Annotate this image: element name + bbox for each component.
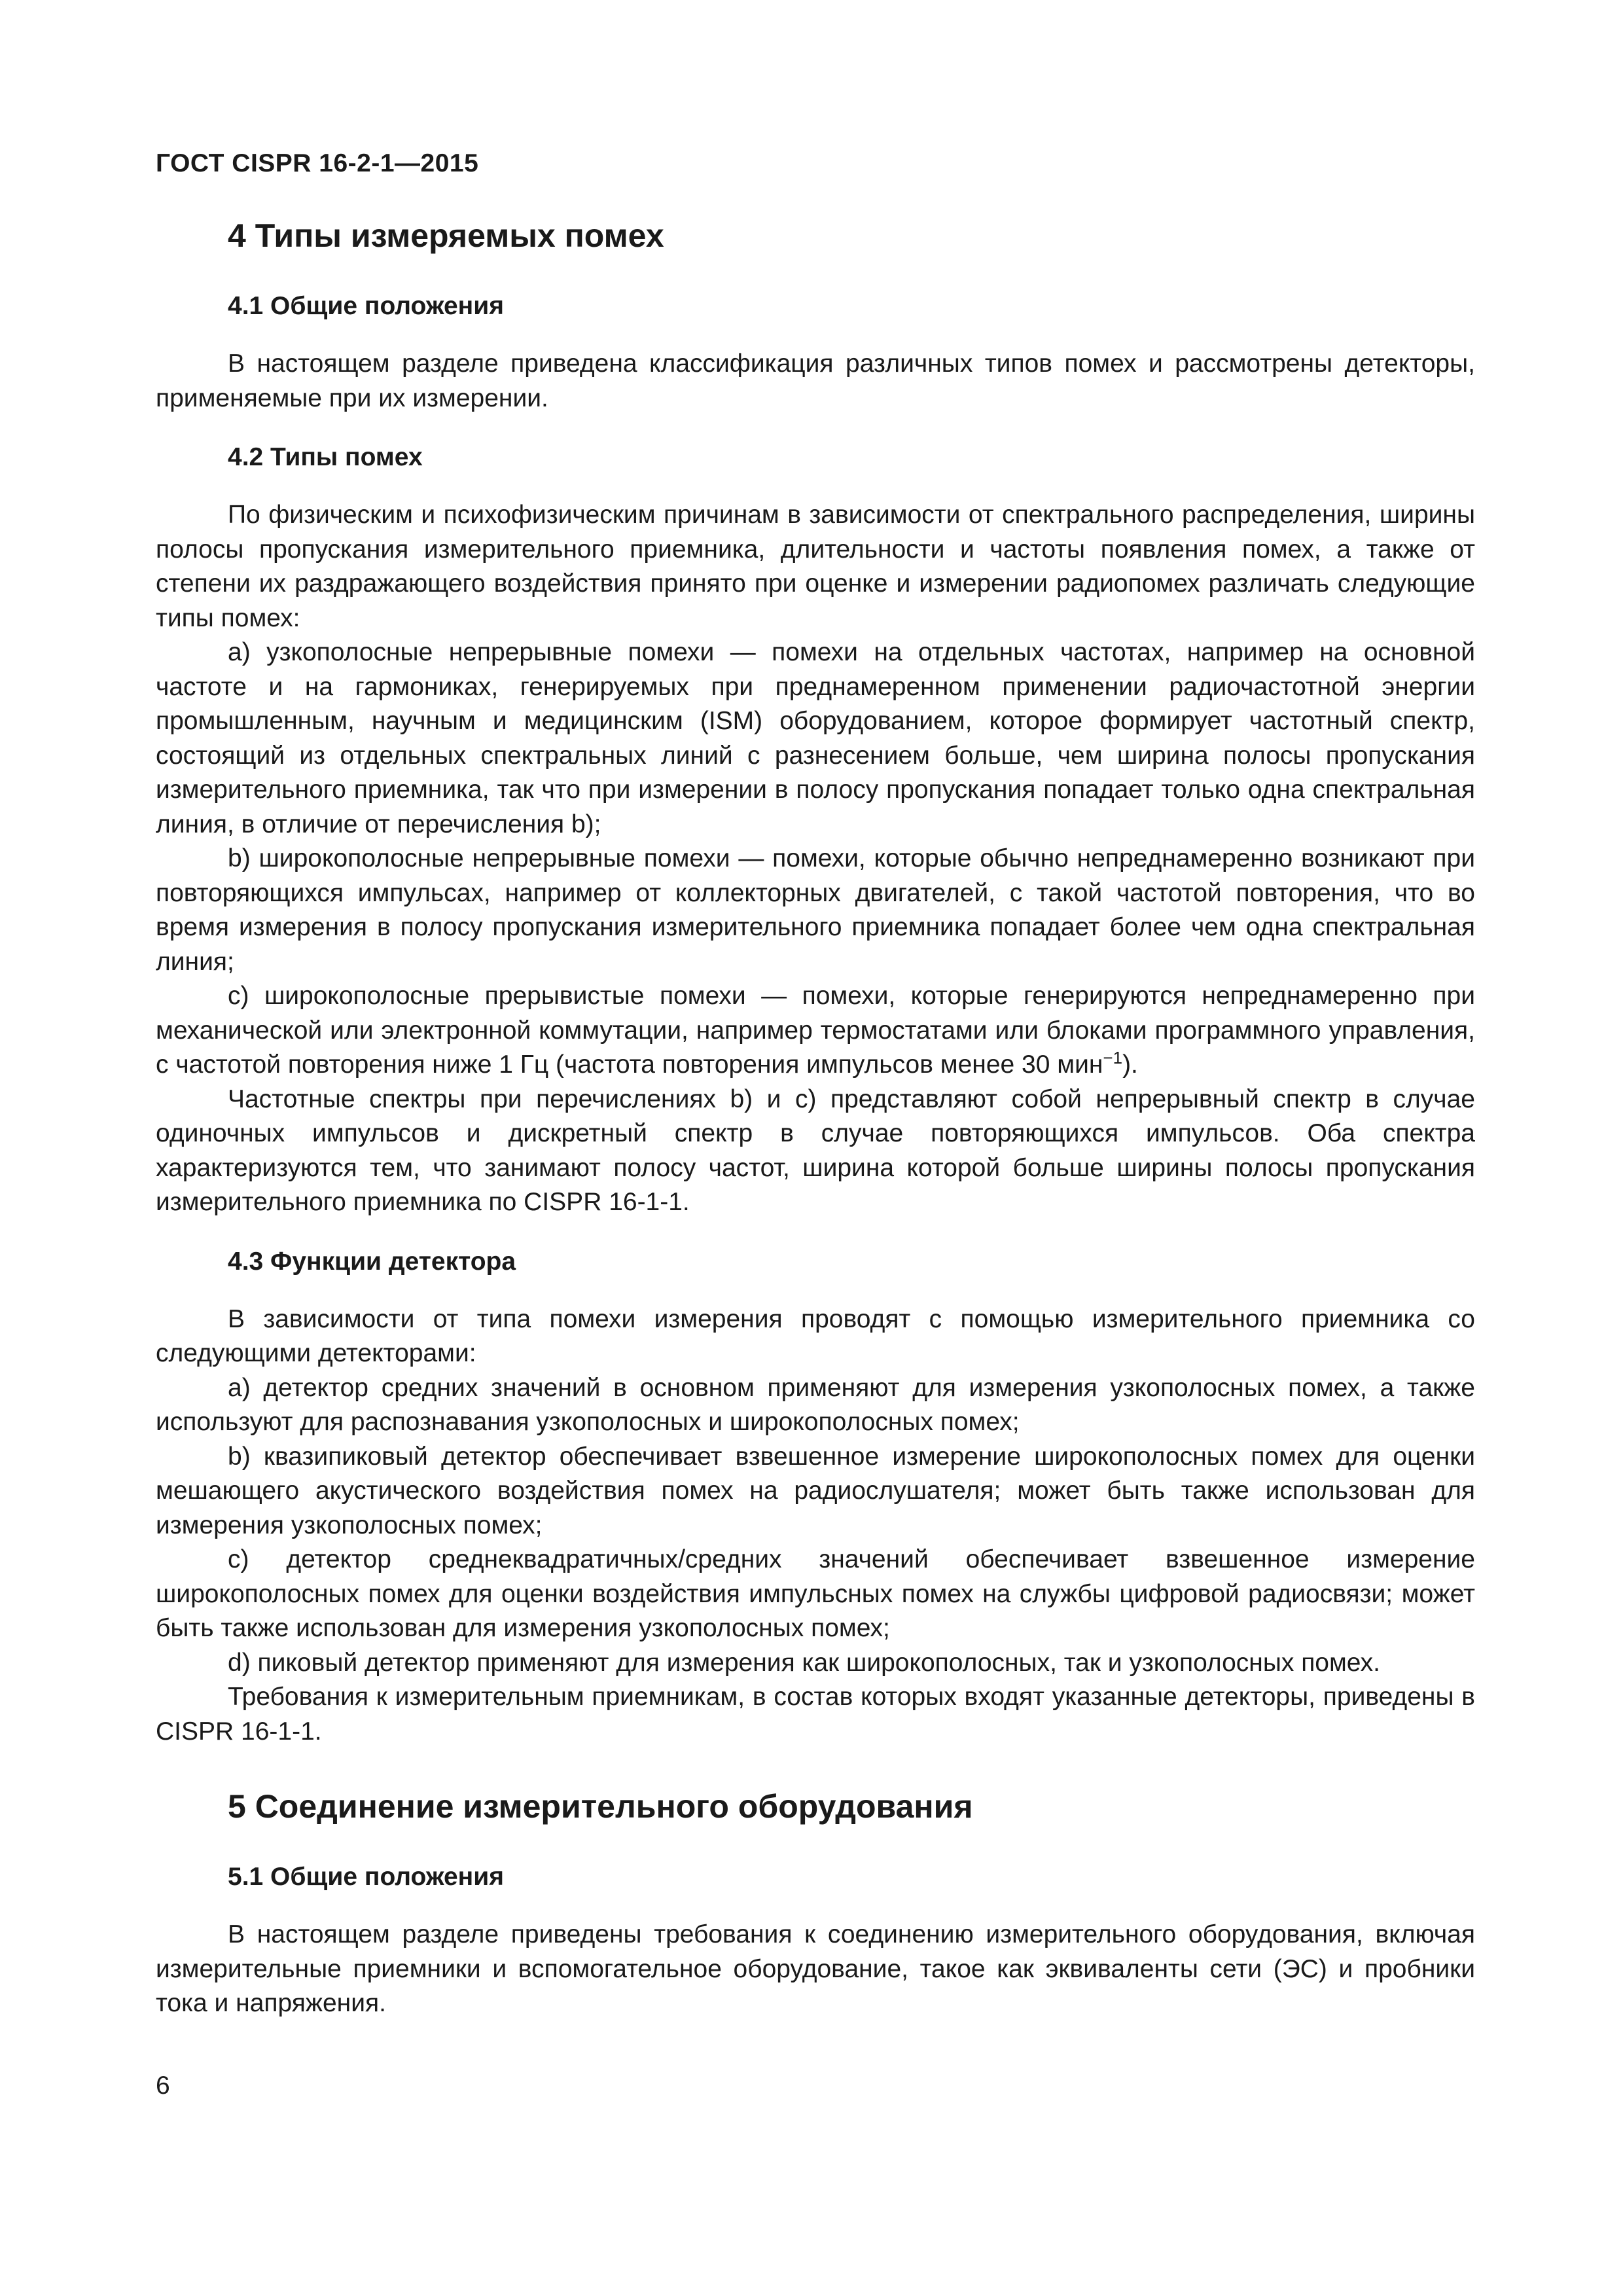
section-4-2-title: 4.2 Типы помех — [228, 443, 423, 471]
section-4-3-item-d: d) пиковый детектор применяют для измерения как широкополосных, так и узкополосных помех. — [228, 1648, 1380, 1677]
section-4-3-closing: Требования к измерительным приемникам, в состав которых входят указанные детекторы, приведены в CISPR 16-1-1. — [156, 1683, 1475, 1746]
section-4-2-item-a: a) узкополосные непрерывные помехи — помехи на отдельных частотах, например на основной частоте и на гармониках, генерируемых при преднамеренном применении радиочастотной энергии промышленным, научным и медицинским (ISM) оборудованием, которое формирует частотный спектр, состоящий из отдельных спектральных линий с разнесением больше, чем ширина полосы пропускания измерительного приемника, так что при измерении в полосу пропускания попадает только одна спектральная линия, в отличие от перечисления b); — [156, 638, 1475, 838]
section-4-3-item-b: b) квазипиковый детектор обеспечивает взвешенное измерение широкополосных помех для оценки мешающего акустического воздействия помех на радиослушателя; может быть также использован для измерения узкополосных помех; — [156, 1442, 1475, 1539]
section-4-title: 4 Типы измеряемых помех — [228, 217, 664, 254]
section-4-1-title: 4.1 Общие положения — [228, 292, 504, 320]
section-4-2-item-c-main: c) широкополосные прерывистые помехи — помехи, которые генерируются непреднамеренно при механической или электронной коммутации, например термостатами или блоками программного управления, с частотой повторения ниже 1 Гц (частота повторения импульсов менее 30 мин — [156, 982, 1475, 1079]
document-header-code: ГОСТ CISPR 16-2-1—2015 — [156, 149, 479, 177]
page-number: 6 — [156, 2072, 170, 2100]
section-4-1-text: В настоящем разделе приведена классификация различных типов помех и рассмотрены детекторы, применяемые при их измерении. — [156, 350, 1475, 412]
section-4-2-item-c — [156, 979, 1475, 1083]
section-5-title: 5 Соединение измерительного оборудования — [228, 1788, 973, 1825]
section-4-2-item-c-sup: −1 — [1103, 1048, 1123, 1067]
section-4-2-item-b: b) широкополосные непрерывные помехи — помехи, которые обычно непреднамеренно возникают при повторяющихся импульсах, например от коллекторных двигателей, с такой частотой повторения, что во время измерения в полосу пропускания измерительного приемника попадает более чем одна спектральная линия; — [156, 844, 1475, 976]
section-4-3-intro: В зависимости от типа помехи измерения проводят с помощью измерительного приемника со следующими детекторами: — [156, 1304, 1475, 1367]
section-4-2-item-c-end: ). — [1122, 1050, 1138, 1079]
section-4-3-item-a: a) детектор средних значений в основном применяют для измерения узкополосных помех, а также используют для распознавания узкополосных и широкополосных помех; — [156, 1373, 1475, 1436]
section-4-2-intro: По физическим и психофизическим причинам в зависимости от спектрального распределения, ширины полосы пропускания измерительного приемника, длительности и частоты появления помех, а также от степени их раздражающего воздействия принято при оценке и измерении радиопомех различать следующие типы помех: — [156, 501, 1475, 632]
section-5-1-text: В настоящем разделе приведены требования к соединению измерительного оборудования, включая измерительные приемники и вспомогательное оборудование, такое как эквиваленты сети (ЭС) и пробники тока и напряжения. — [156, 1920, 1475, 2017]
document-body — [156, 216, 1475, 2021]
section-5-1-title: 5.1 Общие положения — [228, 1863, 504, 1891]
section-4-3-title: 4.3 Функции детектора — [228, 1247, 516, 1276]
section-4-3-item-c: c) детектор среднеквадратичных/средних значений обеспечивает взвешенное измерение широкополосных помех для оценки воздействия импульсных помех на службы цифровой радиосвязи; может быть также использован для измерения узкополосных помех; — [156, 1545, 1475, 1642]
section-4-2-closing: Частотные спектры при перечислениях b) и c) представляют собой непрерывный спектр в случае одиночных импульсов и дискретный спектр в случае повторяющихся импульсов. Оба спектра характеризуются тем, что занимают полосу частот, ширина которой больше ширины полосы пропускания измерительного приемника по CISPR 16-1-1. — [156, 1085, 1475, 1216]
